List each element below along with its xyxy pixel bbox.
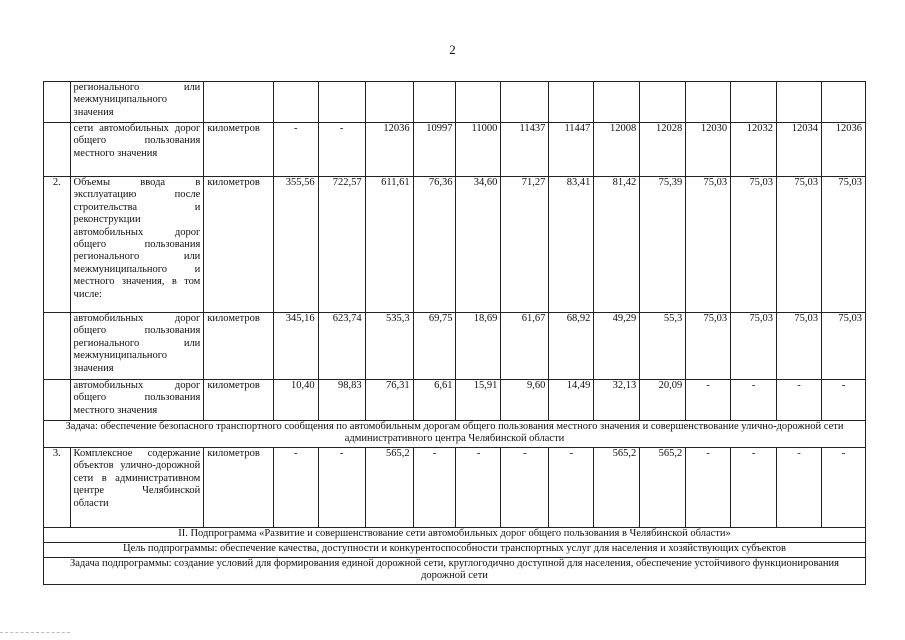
- value-cell: 69,75: [413, 313, 456, 380]
- value-cell: [549, 82, 594, 123]
- value-cell: 12030: [686, 123, 731, 177]
- value-cell: 76,31: [365, 380, 413, 421]
- unit-cell: километров: [204, 380, 273, 421]
- value-cell: 32,13: [594, 380, 640, 421]
- indicator-name-cell: автомобильных дорог общего пользования регионального или межмуниципального значения: [70, 313, 204, 380]
- value-cell: 9,60: [501, 380, 549, 421]
- value-cell: -: [549, 448, 594, 528]
- value-cell: 20,09: [640, 380, 686, 421]
- indicator-name-cell: Комплексное содержание объектов улично-дорожной сети в административном центре Челябинской области: [70, 448, 204, 528]
- table-row: [44, 313, 866, 380]
- value-cell: [686, 82, 731, 123]
- row-number-cell: 2.: [44, 177, 71, 313]
- table-row: [44, 448, 866, 528]
- value-cell: 345,16: [273, 313, 318, 380]
- value-cell: [318, 82, 365, 123]
- value-cell: 83,41: [549, 177, 594, 313]
- value-cell: 10997: [413, 123, 456, 177]
- value-cell: [501, 82, 549, 123]
- indicator-name-cell: Объемы ввода в эксплуатацию после строительства и реконструкции автомобильных дорог общего пользования регионального или межмуниципального и местного значения, в том числе:: [70, 177, 204, 313]
- indicators-table: [43, 81, 866, 585]
- value-cell: 12034: [777, 123, 822, 177]
- value-cell: 75,03: [777, 177, 822, 313]
- subprogram-goal-cell: Цель подпрограммы: обеспечение качества, доступности и конкурентоспособности транспортных услуг для населения и хозяйствующих субъектов: [44, 543, 866, 558]
- value-cell: 76,36: [413, 177, 456, 313]
- table-row: [44, 177, 866, 313]
- subprogram-task-cell: Задача подпрограммы: создание условий для формирования единой дорожной сети, круглогодично доступной для населения, обеспечение устойчивого функционирования дорожной сети: [44, 558, 866, 585]
- value-cell: [273, 82, 318, 123]
- value-cell: 55,3: [640, 313, 686, 380]
- value-cell: 12028: [640, 123, 686, 177]
- row-number-cell: [44, 380, 71, 421]
- value-cell: 12008: [594, 123, 640, 177]
- value-cell: 565,2: [365, 448, 413, 528]
- unit-cell: километров: [204, 177, 273, 313]
- value-cell: 12036: [821, 123, 865, 177]
- row-number-cell: [44, 123, 71, 177]
- value-cell: -: [731, 380, 777, 421]
- row-number-cell: [44, 313, 71, 380]
- row-number-cell: 3.: [44, 448, 71, 528]
- value-cell: -: [273, 123, 318, 177]
- value-cell: -: [731, 448, 777, 528]
- value-cell: [777, 82, 822, 123]
- value-cell: 34,60: [456, 177, 501, 313]
- value-cell: 355,56: [273, 177, 318, 313]
- value-cell: 75,39: [640, 177, 686, 313]
- value-cell: 623,74: [318, 313, 365, 380]
- value-cell: -: [413, 448, 456, 528]
- value-cell: -: [318, 448, 365, 528]
- unit-cell: километров: [204, 313, 273, 380]
- table-row: [44, 543, 866, 558]
- value-cell: 81,42: [594, 177, 640, 313]
- value-cell: [456, 82, 501, 123]
- value-cell: 98,83: [318, 380, 365, 421]
- table-row: [44, 123, 866, 177]
- row-number-cell: [44, 82, 71, 123]
- value-cell: [821, 82, 865, 123]
- value-cell: 12036: [365, 123, 413, 177]
- task-row-cell: Задача: обеспечение безопасного транспортного сообщения по автомобильным дорогам общего пользования местного значения и совершенствование улично-дорожной сети административного центра Челябинской области: [44, 421, 866, 448]
- value-cell: [413, 82, 456, 123]
- value-cell: 18,69: [456, 313, 501, 380]
- value-cell: -: [686, 380, 731, 421]
- indicator-name-cell: сети автомобильных дорог общего пользования местного значения: [70, 123, 204, 177]
- value-cell: 75,03: [821, 313, 865, 380]
- page-number: 2: [449, 42, 456, 57]
- value-cell: -: [777, 448, 822, 528]
- value-cell: 6,61: [413, 380, 456, 421]
- value-cell: 75,03: [777, 313, 822, 380]
- unit-cell: [204, 82, 273, 123]
- value-cell: 68,92: [549, 313, 594, 380]
- indicator-name-cell: автомобильных дорог общего пользования местного значения: [70, 380, 204, 421]
- scan-edge-mark: [0, 632, 70, 636]
- value-cell: -: [686, 448, 731, 528]
- value-cell: 565,2: [594, 448, 640, 528]
- value-cell: 11000: [456, 123, 501, 177]
- value-cell: 61,67: [501, 313, 549, 380]
- value-cell: -: [821, 380, 865, 421]
- value-cell: 535,3: [365, 313, 413, 380]
- value-cell: 75,03: [686, 177, 731, 313]
- value-cell: 75,03: [731, 313, 777, 380]
- value-cell: [731, 82, 777, 123]
- value-cell: [365, 82, 413, 123]
- indicator-name-cell: регионального или межмуниципального значения: [70, 82, 204, 123]
- value-cell: 11447: [549, 123, 594, 177]
- value-cell: 71,27: [501, 177, 549, 313]
- value-cell: 75,03: [821, 177, 865, 313]
- value-cell: 611,61: [365, 177, 413, 313]
- value-cell: 49,29: [594, 313, 640, 380]
- table-row: [44, 558, 866, 585]
- value-cell: 12032: [731, 123, 777, 177]
- table-row: [44, 528, 866, 543]
- value-cell: 10,40: [273, 380, 318, 421]
- value-cell: 722,57: [318, 177, 365, 313]
- value-cell: -: [501, 448, 549, 528]
- table-row: [44, 380, 866, 421]
- value-cell: 11437: [501, 123, 549, 177]
- value-cell: -: [273, 448, 318, 528]
- value-cell: 75,03: [686, 313, 731, 380]
- unit-cell: километров: [204, 448, 273, 528]
- subprogram-title-cell: II. Подпрограмма «Развитие и совершенствование сети автомобильных дорог общего пользования в Челябинской области»: [44, 528, 866, 543]
- value-cell: -: [777, 380, 822, 421]
- table-row: [44, 421, 866, 448]
- value-cell: [640, 82, 686, 123]
- value-cell: 75,03: [731, 177, 777, 313]
- table-row: [44, 82, 866, 123]
- value-cell: 565,2: [640, 448, 686, 528]
- value-cell: 15,91: [456, 380, 501, 421]
- value-cell: [594, 82, 640, 123]
- unit-cell: километров: [204, 123, 273, 177]
- value-cell: -: [821, 448, 865, 528]
- value-cell: -: [456, 448, 501, 528]
- value-cell: -: [318, 123, 365, 177]
- value-cell: 14,49: [549, 380, 594, 421]
